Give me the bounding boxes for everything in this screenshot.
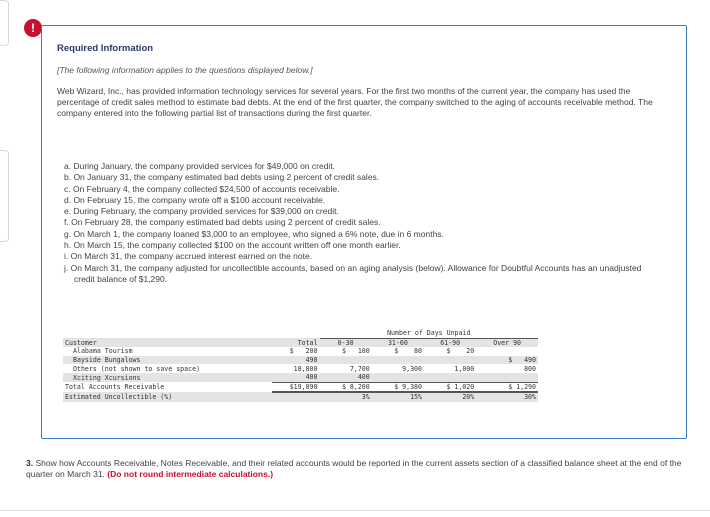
table-row xyxy=(63,347,538,356)
cell: Estimated Uncollectible (%) xyxy=(63,392,272,402)
cell: 3% xyxy=(320,392,372,402)
cell xyxy=(372,373,424,382)
table-row xyxy=(63,364,538,373)
alert-exclamation-icon: ! xyxy=(24,19,42,37)
left-panel-tab-top xyxy=(0,0,9,46)
transaction-item: a. During January, the company provided services for $49,000 on credit. xyxy=(64,161,336,171)
cell xyxy=(272,392,320,402)
cell: 1,000 xyxy=(454,364,475,373)
intro-paragraph: Web Wizard, Inc., has provided information technology services for several years. For the first two months of the current year, the company has used the percentage of credit sales method to estimate bad debts. At the end of the first quarter, the company switched to the aging of accounts receivable method. The company entered into the following partial list of transactions during the first quarter. xyxy=(57,86,653,118)
cell: 18,800 xyxy=(293,364,318,373)
col-header: Customer xyxy=(63,338,272,347)
cell: Alabama Tourism xyxy=(73,347,133,356)
cell: $ 80 xyxy=(394,347,422,356)
cell: Total Accounts Receivable xyxy=(65,383,165,392)
cell: 15% xyxy=(372,392,424,402)
transaction-item: e. During February, the company provided services for $39,000 on credit. xyxy=(64,206,339,217)
question-3 xyxy=(26,458,686,480)
transaction-item: c. On February 4, the company collected $24,500 of accounts receivable. xyxy=(64,183,340,194)
cell xyxy=(476,347,538,356)
required-information-panel xyxy=(41,25,687,439)
cell: Bayside Bungalows xyxy=(63,356,272,365)
divider xyxy=(0,510,710,511)
transaction-list xyxy=(64,161,664,285)
cell: $ 1,020 xyxy=(424,382,476,392)
aging-schedule xyxy=(63,329,538,402)
cell: 490 xyxy=(272,356,320,365)
transaction-item: f. On February 28, the company estimated bad debts using 2 percent of credit sales. xyxy=(64,217,381,228)
cell xyxy=(476,373,538,382)
transaction-item: b. On January 31, the company estimated bad debts using 2 percent of credit sales. xyxy=(64,172,380,183)
cell xyxy=(424,356,476,365)
col-header: Over 90 xyxy=(476,338,538,347)
cell xyxy=(424,373,476,382)
cell: $ 9,380 xyxy=(372,382,424,392)
cell: 7,700 xyxy=(349,364,370,373)
question-text: Show how Accounts Receivable, Notes Receivable, and their related accounts would be reported in the current assets section of a classified balance sheet at the end of the quarter on March 31. xyxy=(26,458,682,479)
transaction-item: j. On March 31, the company adjusted for uncollectible accounts, based on an aging analysis (below). Allowance for Doubtful Accounts has an unadjusted credit balance of $1,290. xyxy=(64,262,642,284)
cell: 30% xyxy=(476,392,538,402)
left-panel-tab-middle xyxy=(0,150,9,242)
col-header: 61-90 xyxy=(424,338,476,347)
question-number: 3. xyxy=(26,458,34,468)
cell: Xciting Xcursions xyxy=(63,373,272,382)
group-header: Number of Days Unpaid xyxy=(320,329,539,338)
panel-title: Required Information xyxy=(57,43,154,54)
cell: $ 1,290 xyxy=(476,382,538,392)
col-header: 31-60 xyxy=(372,338,424,347)
cell: $ 20 xyxy=(446,347,475,356)
aging-table xyxy=(63,329,538,402)
question-note: (Do not round intermediate calculations.) xyxy=(107,469,274,479)
cell: 400 xyxy=(272,373,320,382)
estimate-row xyxy=(63,392,538,402)
cell: Others (not shown to save space) xyxy=(73,364,201,373)
panel-subtitle: [The following information applies to the questions displayed below.] xyxy=(57,65,313,75)
cell: $ 8,200 xyxy=(320,382,372,392)
cell: $ 490 xyxy=(476,356,538,365)
cell xyxy=(320,356,372,365)
col-header: Total xyxy=(272,338,320,347)
transaction-item: g. On March 1, the company loaned $3,000 to an employee, who signed a 6% note, due in 6 months. xyxy=(64,228,444,239)
transaction-item: d. On February 15, the company wrote off a $100 account receivable. xyxy=(64,194,326,205)
cell: $ 100 xyxy=(341,347,370,356)
cell: 9,300 xyxy=(402,364,422,373)
cell: $19,890 xyxy=(272,382,320,392)
total-row xyxy=(63,382,538,392)
transaction-item: h. On March 15, the company collected $100 on the account written off one month earlier. xyxy=(64,240,401,251)
transaction-item: i. On March 31, the company accrued interest earned on the note. xyxy=(64,251,313,262)
col-header: 0-30 xyxy=(320,338,372,347)
cell: $ 200 xyxy=(289,347,318,356)
cell: 400 xyxy=(320,373,372,382)
table-row xyxy=(63,373,538,382)
table-row xyxy=(63,356,538,365)
cell: 800 xyxy=(524,364,536,373)
cell: 20% xyxy=(424,392,476,402)
cell xyxy=(372,356,424,365)
